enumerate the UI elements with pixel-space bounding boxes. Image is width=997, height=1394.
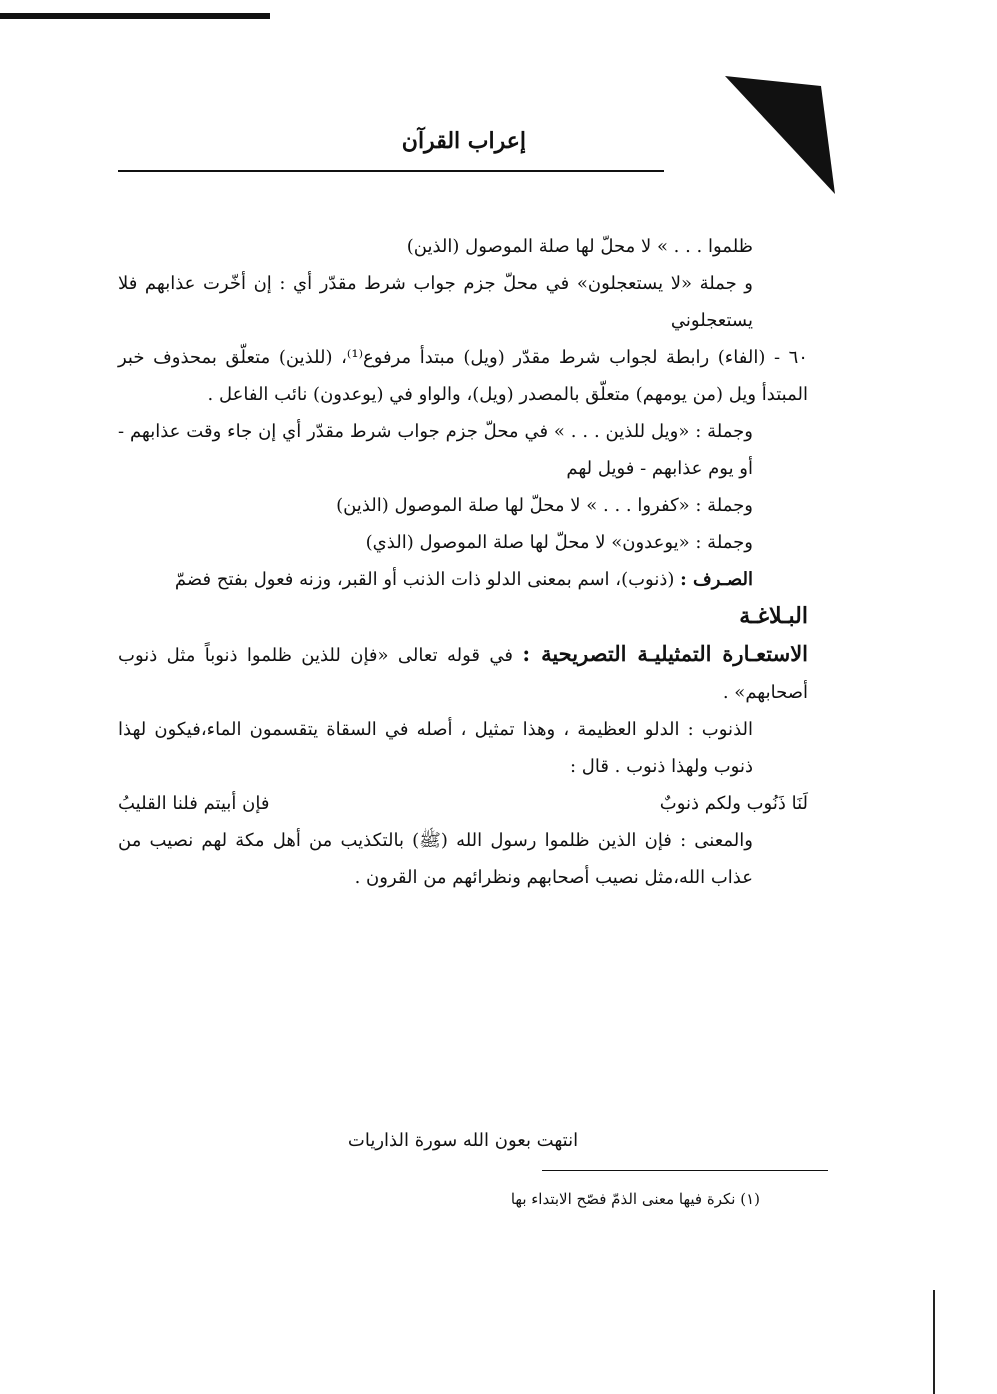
paragraph-5: وجملة : «كفروا . . . » لا محلّ لها صلة الموصول (الذين) <box>336 495 753 516</box>
paragraph-2: و جملة «لا يستعجلون» في محلّ جزم جواب شرط مقدّر أي : إن أخّرت عذابهم فلا يستعجلوني <box>118 273 753 331</box>
paragraph-4: وجملة : «ويل للذين . . . » في محلّ جزم جواب شرط مقدّر أي إن جاء وقت عذابهم - أو يوم عذابهم - فويل لهم <box>118 421 753 479</box>
paragraph-6: وجملة : «يوعدون» لا محلّ لها صلة الموصول (الذي) <box>365 532 753 553</box>
istiara-label: الاستعـارة التمثيليـة التصريحية : <box>522 641 809 666</box>
verse-second-hemistich: فإن أبيتم فلنا القليبُ <box>118 793 270 814</box>
main-text <box>118 228 808 896</box>
footnote-rule <box>542 1170 828 1171</box>
right-edge-line <box>933 1290 935 1394</box>
section-title-balagha: البـلاغـة <box>739 603 808 629</box>
sarf-text: (ذنوب)، اسم بمعنى الدلو ذات الذنب أو القبر، وزنه فعول بفتح فضمّ <box>174 569 675 590</box>
paragraph-10: والمعنى : فإن الذين ظلموا رسول الله (ﷺ) بالتكذيب من أهل مكة لهم نصيب من عذاب الله،مثل نصيب أصحابهم ونظرائهم من القرون . <box>118 830 753 888</box>
paragraph-8 <box>118 635 808 711</box>
paragraph-1: ظلموا . . . » لا محلّ لها صلة الموصول (الذين) <box>406 236 753 257</box>
surah-conclusion: انتهت بعون الله سورة الذاريات <box>347 1130 579 1151</box>
top-edge-bar <box>0 13 270 19</box>
poetry-verse <box>118 785 808 822</box>
header-rule <box>118 170 664 172</box>
footnote: (١) نكرة فيها معنى الذمّ فصّح الابتداء بها <box>510 1190 760 1208</box>
paragraph-3: ٦٠ - (الفاء) رابطة لجواب شرط مقدّر (ويل) مبتدأ مرفوع⁽¹⁾، (للذين) متعلّق بمحذوف خبر المبتدأ ويل (من يومهم) متعلّق بالمصدر (ويل)، والواو في (يوعدون) نائب الفاعل . <box>118 347 808 405</box>
paragraph-7 <box>118 561 808 598</box>
sarf-label: الصـرف : <box>680 569 753 590</box>
paragraph-9: الذنوب : الدلو العظيمة ، وهذا تمثيل ، أصله في السقاة يتقسمون الماء،فيكون لهذا ذنوب ولهذا ذنوب . قال : <box>118 719 753 777</box>
verse-first-hemistich: لَنَا ذَنُوب ولكم ذنوبٌ <box>659 793 808 814</box>
corner-triangle-mark <box>725 76 835 194</box>
page-header-title: إعراب القرآن <box>401 128 526 154</box>
istiara-text: في قوله تعالى «فإن للذين ظلموا ذنوباً مثل ذنوب أصحابهم» . <box>118 645 808 703</box>
